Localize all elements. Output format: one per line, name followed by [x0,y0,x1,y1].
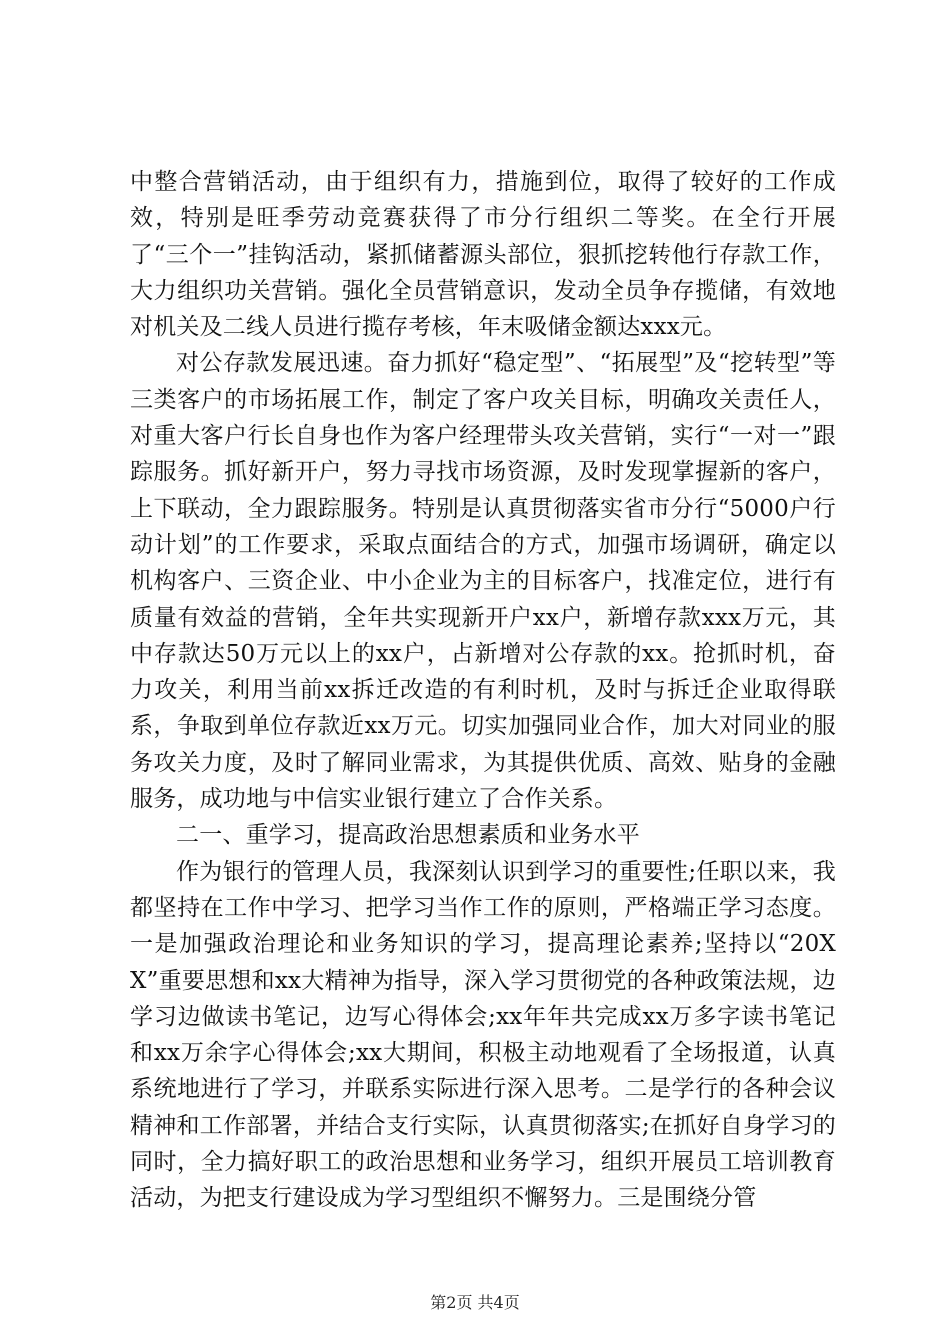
paragraph-1: 中整合营销活动，由于组织有力，措施到位，取得了较好的工作成效，特别是旺季劳动竞赛获得了市分行组织二等奖。在全行开展了“三个一”挂钩活动，紧抓储蓄源头部位，狠抓挖转他行存款工作，大力组织功关营销。强化全员营销意识，发动全员争存揽储，有效地对机关及二线人员进行揽存考核，年末吸储金额达xxx元。 [130,169,836,341]
page-footer: 第2页 共4页 [430,1293,520,1312]
paragraph-3: 作为银行的管理人员，我深刻认识到学习的重要性;任职以来，我都坚持在工作中学习、把学习当作工作的原则，严格端正学习态度。一是加强政治理论和业务知识的学习，提高理论素养;坚持以“20XX”重要思想和xx大精神为指导，深入学习贯彻党的各种政策法规，边学习边做读书笔记，边写心得体会;xx年年共完成xx万多字读书笔记和xx万余字心得体会;xx大期间，积极主动地观看了全场报道，认真系统地进行了学习，并联系实际进行深入思考。二是学行的各种会议精神和工作部署，并结合支行实际，认真贯彻落实;在抓好自身学习的同时，全力搞好职工的政治思想和业务学习，组织开展员工培训教育活动，为把支行建设成为学习型组织不懈努力。三是围绕分管 [130,858,836,1212]
section-heading: 二一、重学习，提高政治思想素质和业务水平 [176,822,640,849]
paragraph-2: 对公存款发展迅速。奋力抓好“稳定型”、“拓展型”及“挖转型”等三类客户的市场拓展工作，制定了客户攻关目标，明确攻关责任人，对重大客户行长自身也作为客户经理带头攻关营销，实行“一对一”跟踪服务。抓好新开户，努力寻找市场资源，及时发现掌握新的客户，上下联动，全力跟踪服务。特别是认真贯彻落实省市分行“5000户行动计划”的工作要求，采取点面结合的方式，加强市场调研，确定以机构客户、三资企业、中小企业为主的目标客户，找准定位，进行有质量有效益的营销，全年共实现新开户xx户，新增存款xxx万元，其中存款达50万元以上的xx户，占新增对公存款的xx。抢抓时机，奋力攻关，利用当前xx拆迁改造的有利时机，及时与拆迁企业取得联系，争取到单位存款近xx万元。切实加强同业合作，加大对同业的服务攻关力度，及时了解同业需求，为其提供优质、高效、贴身的金融服务，成功地与中信实业银行建立了合作关系。 [130,350,836,813]
document-body [130,164,836,1217]
